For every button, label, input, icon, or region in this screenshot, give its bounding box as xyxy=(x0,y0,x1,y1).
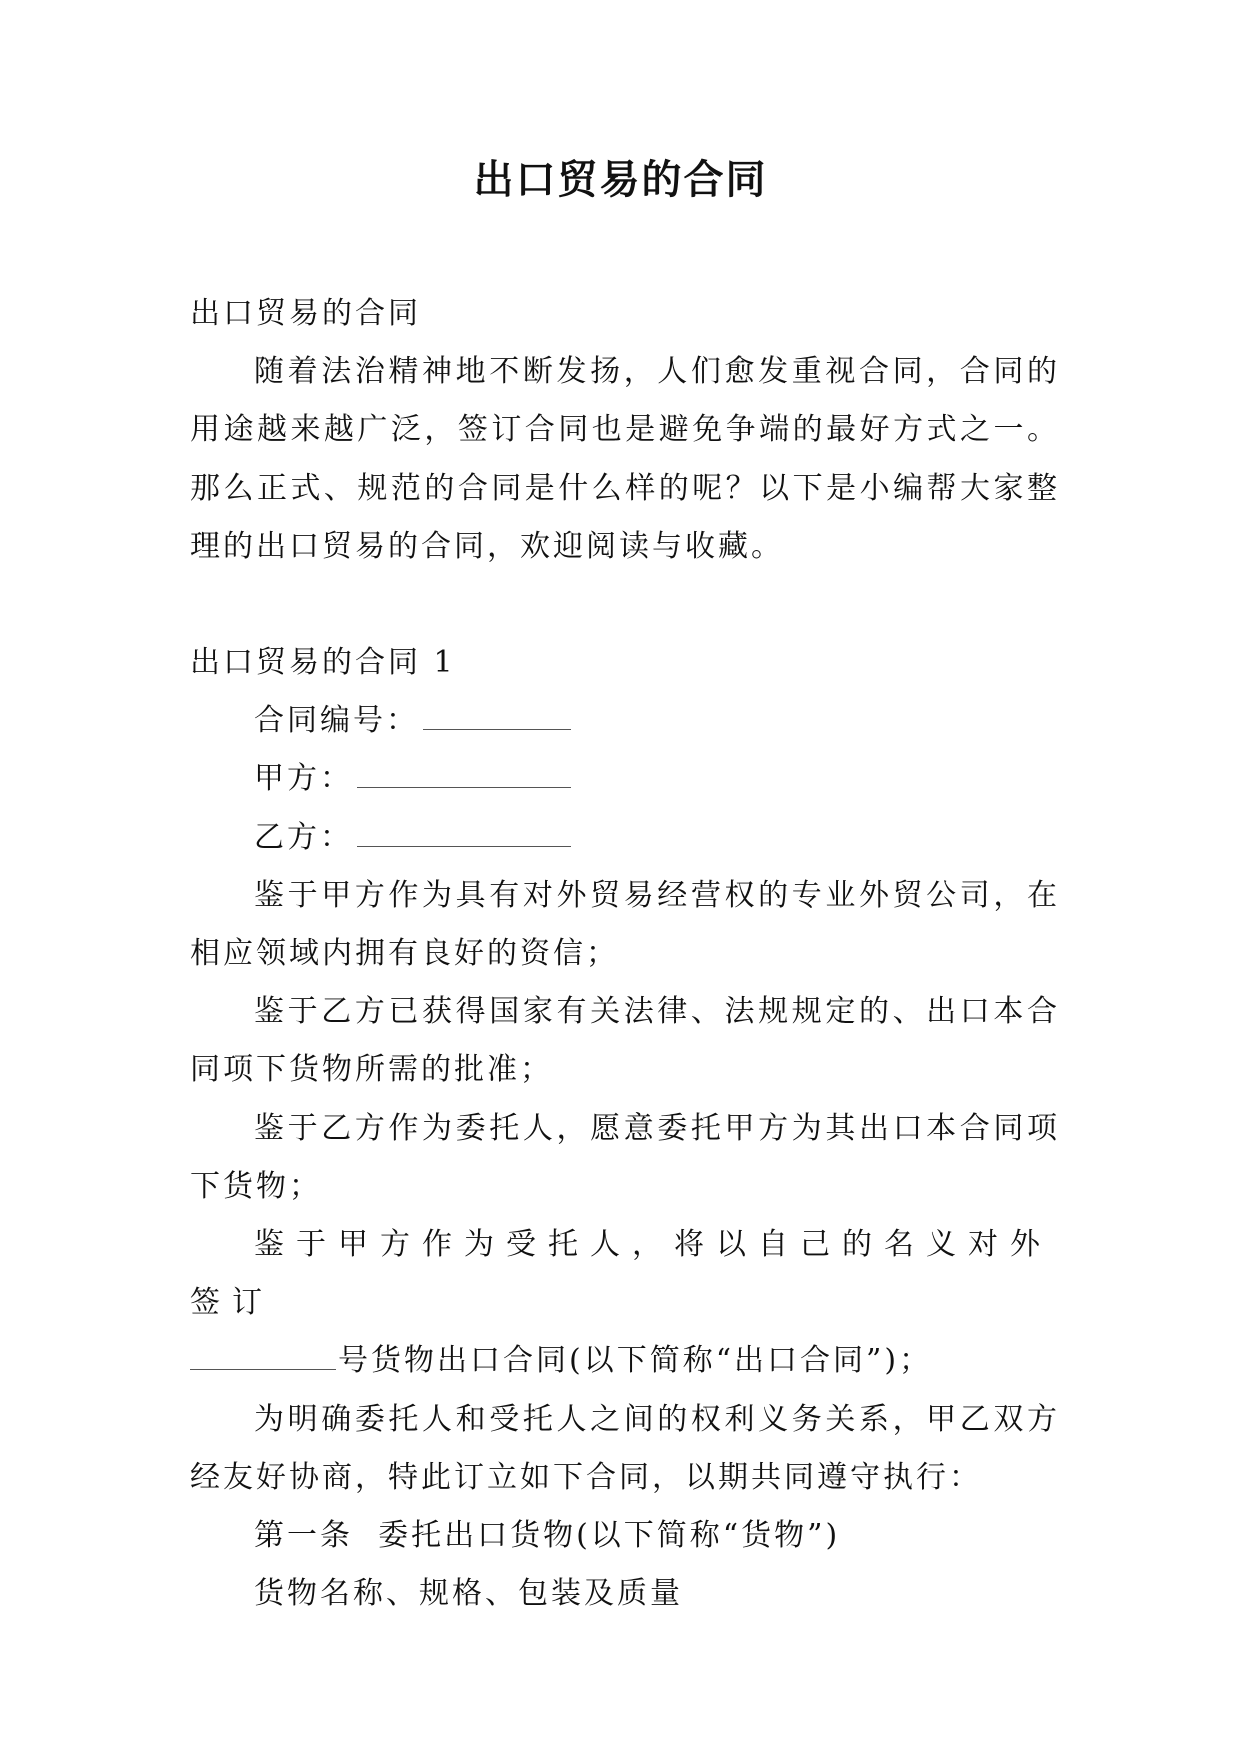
recital-paragraph-3: 鉴于乙方作为委托人，愿意委托甲方为其出口本合同项下货物； xyxy=(190,1110,1060,1204)
recital-paragraph-4-line-1: 鉴于甲方作为受托人，将以自己的名义对外签订 xyxy=(190,1227,1052,1321)
intro-paragraph: 随着法治精神地不断发扬，人们愈发重视合同，合同的用途越来越广泛，签订合同也是避免争端的最好方式之一。那么正式、规范的合同是什么样的呢？以下是小编帮大家整理的出口贸易的合同，欢迎阅读与收藏。 xyxy=(190,354,1060,564)
party-a-label: 甲方： xyxy=(254,761,353,797)
export-contract-number-blank xyxy=(190,1343,336,1370)
recital-paragraph-5: 为明确委托人和受托人之间的权利义务关系，甲乙双方经友好协商，特此订立如下合同，以期共同遵守执行： xyxy=(190,1401,1060,1495)
contract-number-blank xyxy=(423,703,571,730)
spacer xyxy=(190,576,1060,634)
recital-paragraph-2: 鉴于乙方已获得国家有关法律、法规规定的、出口本合同项下货物所需的批准； xyxy=(190,994,1060,1088)
party-a-blank xyxy=(357,761,571,788)
contract-number-line xyxy=(190,692,1060,750)
party-b-line xyxy=(190,809,1060,867)
document-subtitle: 出口贸易的合同 xyxy=(190,296,421,331)
contract-number-label: 合同编号： xyxy=(254,703,419,739)
party-a-line xyxy=(190,750,1060,808)
party-b-blank xyxy=(357,820,571,847)
section-title: 出口贸易的合同 1 xyxy=(190,645,456,681)
recital-paragraph-4-tail: 号货物出口合同(以下简称“出口合同”)； xyxy=(338,1343,933,1379)
document-title: 出口贸易的合同 xyxy=(473,157,768,203)
document-body xyxy=(190,285,1060,1623)
article-1-heading: 第一条 委托出口货物(以下简称“货物”) xyxy=(254,1518,841,1554)
party-b-label: 乙方： xyxy=(254,819,353,855)
article-1-subheading: 货物名称、规格、包装及质量 xyxy=(254,1576,683,1612)
recital-paragraph-1: 鉴于甲方作为具有对外贸易经营权的专业外贸公司，在相应领域内拥有良好的资信； xyxy=(190,877,1060,972)
recital-paragraph-4-line-2 xyxy=(190,1332,1060,1390)
